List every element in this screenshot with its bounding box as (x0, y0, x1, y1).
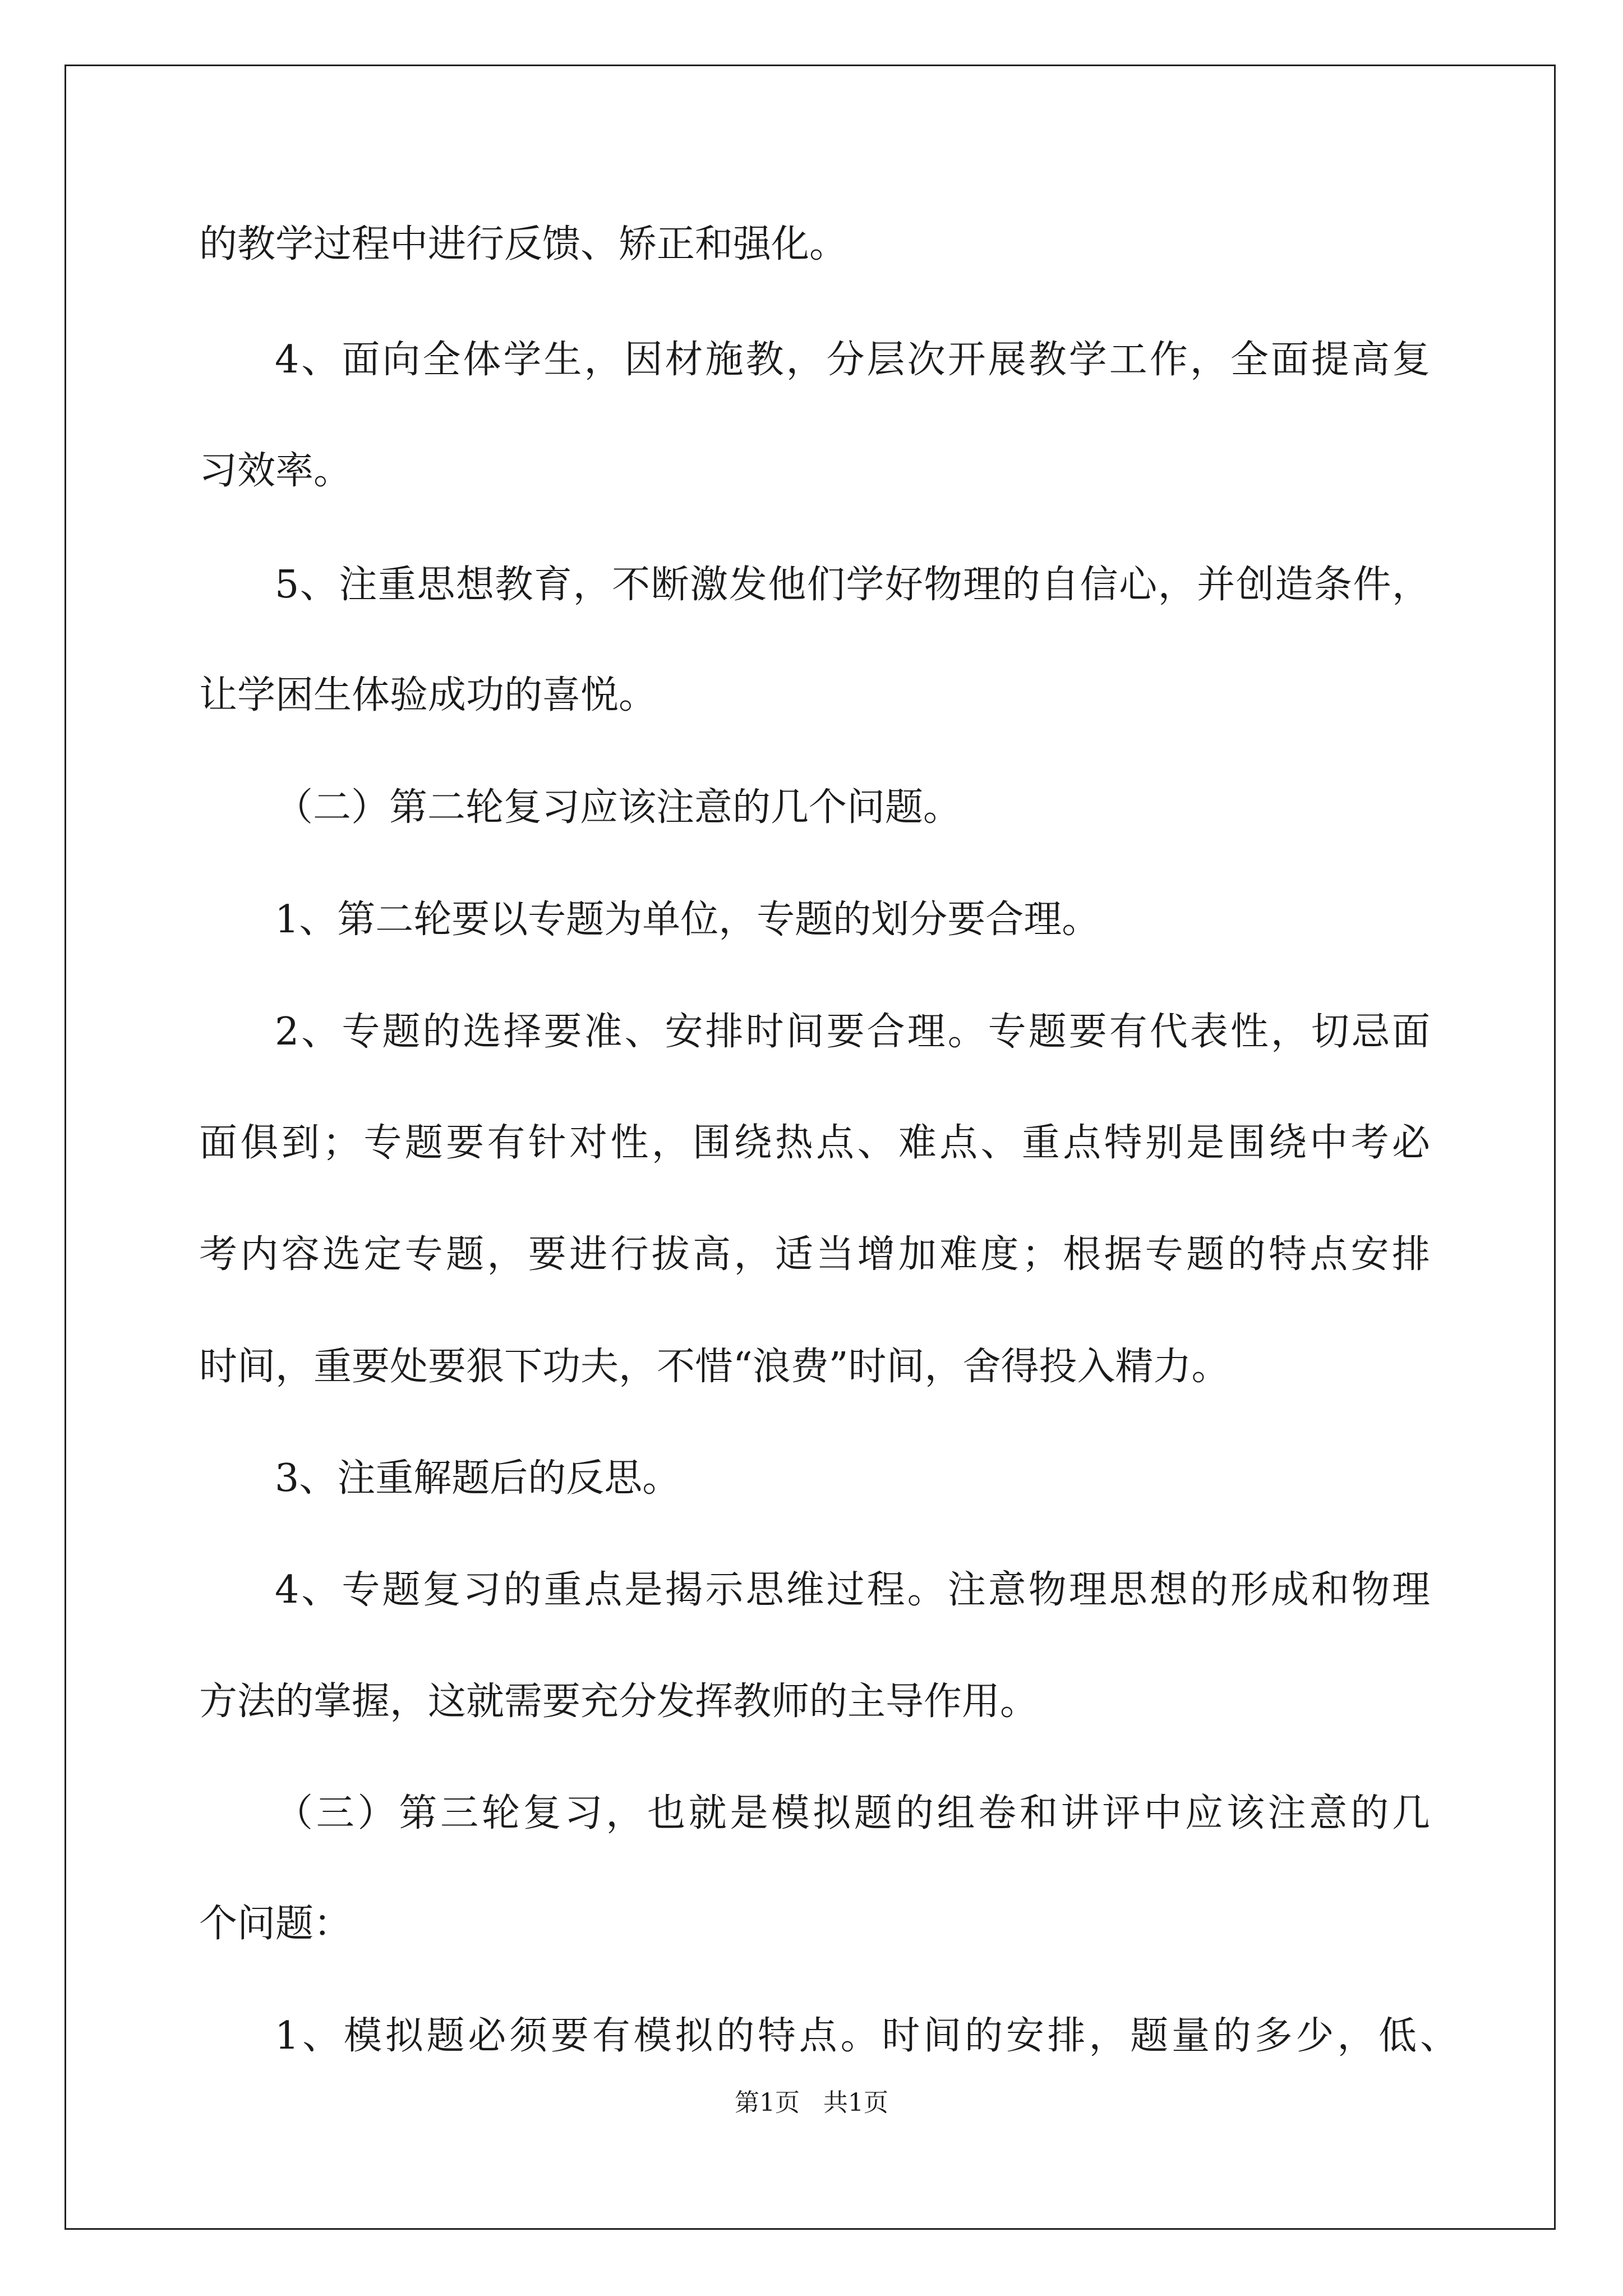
text-line: 时间，重要处要狠下功夫，不惜“浪费”时间，舍得投入精力。 (199, 1345, 1230, 1389)
text-line: 方法的掌握，这就需要充分发挥教师的主导作用。 (199, 1680, 1039, 1724)
text-line: 习效率。 (199, 449, 352, 493)
text-line: 4、专题复习的重点是揭示思维过程。注意物理思想的形成和物理 (275, 1568, 1430, 1612)
text-line: 1、模拟题必须要有模拟的特点。时间的安排，题量的多少，低、 (275, 2014, 1458, 2058)
text-line: （二）第二轮复习应该注意的几个问题。 (275, 785, 962, 830)
text-line: 让学困生体验成功的喜悦。 (199, 673, 657, 717)
text-line: 的教学过程中进行反馈、矫正和强化。 (199, 222, 848, 266)
text-line: 5、注重思想教育，不断激发他们学好物理的自信心，并创造条件， (275, 563, 1430, 607)
text-line: 考内容选定专题，要进行拔高，适当增加难度；根据专题的特点安排 (199, 1232, 1430, 1277)
text-line: 3、注重解题后的反思。 (275, 1456, 681, 1501)
text-line: 1、第二轮要以专题为单位，专题的划分要合理。 (275, 898, 1100, 942)
text-line: （三）第三轮复习，也就是模拟题的组卷和讲评中应该注意的几 (275, 1791, 1430, 1835)
page-number-footer: 第1页 共1页 (735, 2088, 888, 2117)
text-line: 面俱到；专题要有针对性，围绕热点、难点、重点特别是围绕中考必 (199, 1121, 1430, 1165)
text-line: 2、专题的选择要准、安排时间要合理。专题要有代表性，切忌面 (275, 1010, 1430, 1054)
text-line: 4、面向全体学生，因材施教，分层次开展教学工作，全面提高复 (275, 338, 1430, 382)
text-line: 个问题： (199, 1902, 352, 1946)
